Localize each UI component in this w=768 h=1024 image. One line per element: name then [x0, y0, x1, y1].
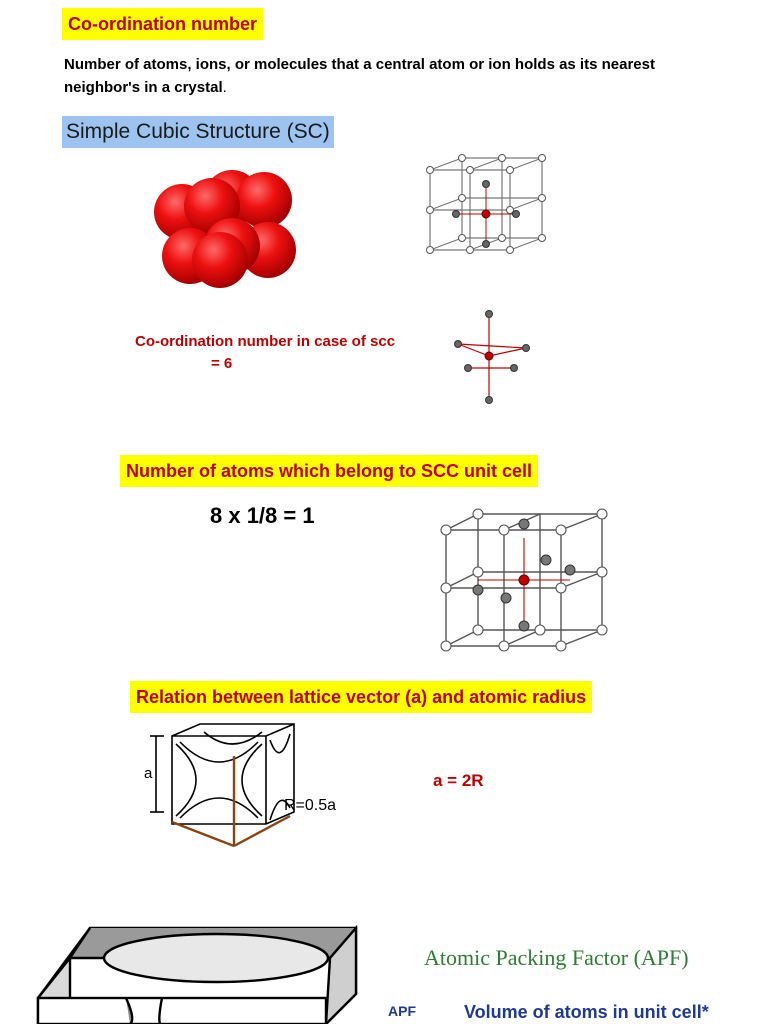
sphere: [192, 232, 248, 288]
apf-numerator: Volume of atoms in unit cell*: [464, 1002, 709, 1022]
lattice-point: [427, 167, 434, 174]
neighbor-atom: [541, 555, 551, 565]
neighbor-atom: [473, 585, 483, 595]
lattice-point: [499, 155, 506, 162]
neighbor-atom: [519, 621, 529, 631]
lattice-point: [467, 167, 474, 174]
sc-sphere-packing-image: [150, 168, 300, 293]
lattice-point: [427, 247, 434, 254]
coord-line1: Co-ordination number in case of scc: [135, 333, 396, 350]
atoms-heading: Number of atoms which belong to SCC unit cell: [120, 455, 538, 487]
sc-heading: Simple Cubic Structure (SC): [62, 116, 334, 148]
coordination-star-diagram: [446, 306, 536, 406]
coordination-definition: [64, 53, 754, 99]
neighbor-atom: [483, 181, 490, 188]
radius-label: R=0.5a: [284, 797, 337, 814]
atoms-formula: 8 x 1/8 = 1: [210, 503, 315, 528]
lattice-point: [473, 567, 483, 577]
lattice-point: [597, 509, 607, 519]
neighbor-atom: [455, 341, 462, 348]
lattice-point: [556, 583, 566, 593]
neighbor-atom: [565, 565, 575, 575]
neighbor-atom: [523, 345, 530, 352]
lattice-point: [499, 235, 506, 242]
cube-section-diagram: [30, 922, 370, 1024]
lattice-point: [441, 525, 451, 535]
lattice-point: [441, 641, 451, 651]
coordination-heading: Co-ordination number: [62, 8, 263, 40]
lattice-point: [499, 525, 509, 535]
neighbor-atom: [501, 593, 511, 603]
neighbor-atom: [486, 311, 493, 318]
lattice-point: [556, 641, 566, 651]
relation-equation: a = 2R: [433, 771, 484, 790]
lattice-point: [539, 155, 546, 162]
lattice-point: [459, 155, 466, 162]
lattice-point: [427, 207, 434, 214]
lattice-point: [539, 195, 546, 202]
neighbor-atom: [483, 241, 490, 248]
lattice-point: [535, 625, 545, 635]
lattice-point: [539, 235, 546, 242]
neighbor-atom: [513, 211, 520, 218]
lattice-point: [556, 525, 566, 535]
lattice-point: [459, 195, 466, 202]
scc-unit-cell-lattice: [436, 508, 614, 668]
lattice-point: [507, 167, 514, 174]
apf-prefix: APF: [388, 1003, 416, 1019]
lattice-point: [473, 509, 483, 519]
central-atom: [482, 210, 490, 218]
neighbor-atom: [453, 211, 460, 218]
lattice-point: [467, 247, 474, 254]
lattice-point: [473, 625, 483, 635]
neighbor-atom: [465, 365, 472, 372]
cube-radius-diagram: [140, 722, 360, 852]
sc-coordination-text: [135, 331, 395, 375]
relation-heading: Relation between lattice vector (a) and atomic radius: [130, 681, 592, 713]
lattice-point: [499, 641, 509, 651]
central-atom: [519, 575, 529, 585]
lattice-a-label: a: [144, 765, 153, 782]
coord-line2: = 6: [211, 355, 233, 372]
lattice-point: [459, 235, 466, 242]
central-atom: [485, 352, 493, 360]
apf-heading: Atomic Packing Factor (APF): [424, 945, 689, 970]
definition-line1: Number of atoms, ions, or molecules that a central atom or ion holds as its nearest: [64, 56, 655, 73]
lattice-point: [507, 247, 514, 254]
lattice-point: [441, 583, 451, 593]
neighbor-atom: [519, 519, 529, 529]
sphere: [236, 172, 292, 228]
definition-period: .: [222, 79, 227, 96]
lattice-point: [597, 625, 607, 635]
definition-line2: neighbor's in a crystal: [64, 79, 223, 96]
lattice-point: [597, 567, 607, 577]
neighbor-atom: [511, 365, 518, 372]
sc-lattice-diagram: [422, 150, 552, 275]
neighbor-atom: [486, 397, 493, 404]
